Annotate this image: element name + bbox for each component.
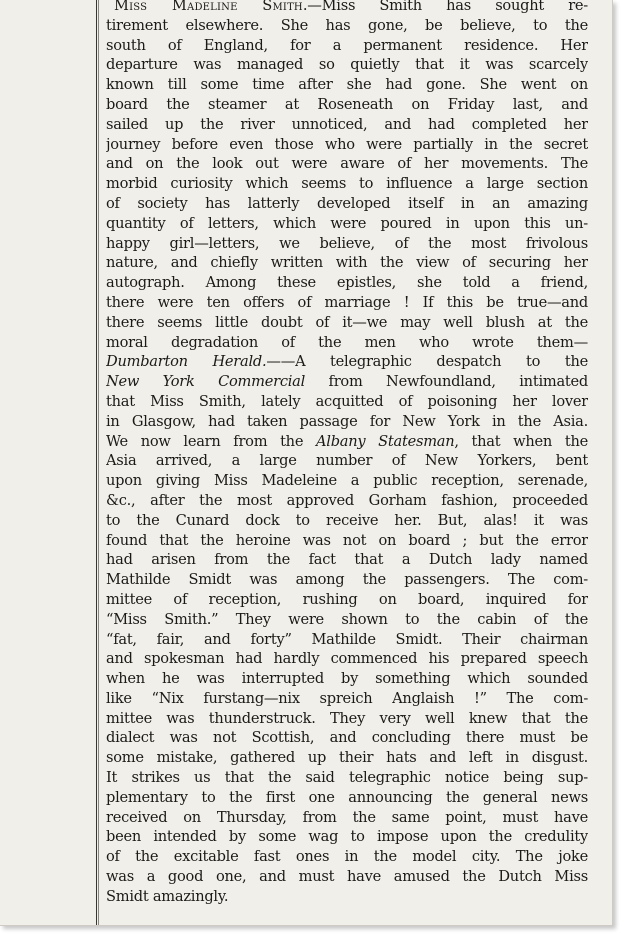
headline-name: Miss Madeline Smith xyxy=(114,0,303,14)
text-run: “fat, fair, and forty” Mathilde Smidt. Their chairman xyxy=(106,630,588,648)
text-run: had arisen from the fact that a Dutch lady named xyxy=(106,551,588,569)
text-run: morbid curiosity which seems to influence a large section xyxy=(106,175,588,193)
text-run: some mistake, gathered up their hats and left in disgust. xyxy=(106,749,588,767)
article-line xyxy=(106,253,588,273)
article-line xyxy=(106,154,588,174)
text-run: &c., after the most approved Gorham fashion, proceeded xyxy=(106,491,588,509)
article-line xyxy=(106,570,588,590)
article-line xyxy=(106,669,588,689)
article-line xyxy=(106,75,588,95)
italic-text: Albany Statesman xyxy=(315,432,455,450)
text-run: nature, and chiefly written with the view of securing her xyxy=(106,254,588,272)
text-run: like “Nix furstang—nix spreich Anglaish !” The com- xyxy=(106,689,588,707)
article-line xyxy=(106,768,588,788)
text-run: We now learn from the xyxy=(106,432,316,450)
article-line xyxy=(106,610,588,630)
text-run: south of England, for a permanent residence. Her xyxy=(106,36,588,54)
text-run: ——A telegraphic despatch to the xyxy=(266,353,588,371)
text-run: received on Thursday, from the same point, must have xyxy=(106,808,588,826)
text-run: tirement elsewhere. She has gone, be believe, to the xyxy=(106,16,588,34)
text-run: happy girl—letters, we believe, of the most frivolous xyxy=(106,234,588,252)
article-line xyxy=(106,194,588,214)
article-line xyxy=(106,511,588,531)
text-run: plementary to the first one announcing the general news xyxy=(106,788,588,806)
article-line xyxy=(106,115,588,135)
article-line xyxy=(106,728,588,748)
text-run: found that the heroine was not on board ; but the error xyxy=(106,531,588,549)
text-run: board the steamer at Roseneath on Friday last, and xyxy=(106,95,588,113)
article-line xyxy=(106,689,588,709)
column-rule-shadow xyxy=(98,0,99,925)
article-line xyxy=(106,847,588,867)
article-line xyxy=(106,333,588,353)
article-line xyxy=(106,36,588,56)
article-line xyxy=(106,788,588,808)
text-run: .—Miss Smith has sought re- xyxy=(302,0,588,14)
article-line xyxy=(106,135,588,155)
article-line xyxy=(106,590,588,610)
text-run: journey before even those who were partially in the secret xyxy=(106,135,588,153)
article-line xyxy=(106,174,588,194)
text-run: upon giving Miss Madeleine a public reception, serenade, xyxy=(106,472,588,490)
article-line xyxy=(106,550,588,570)
text-run: departure was managed so quietly that it was scarcely xyxy=(106,56,588,74)
text-run: from Newfoundland, intimated xyxy=(305,373,588,391)
text-run: when he was interrupted by something which sounded xyxy=(106,670,588,688)
article-line xyxy=(106,630,588,650)
article-line xyxy=(106,432,588,452)
italic-text: New York Commercial xyxy=(106,373,306,391)
article-line xyxy=(106,709,588,729)
text-run: dialect was not Scottish, and concluding there must be xyxy=(106,729,588,747)
article-line xyxy=(106,313,588,333)
text-run: was a good one, and must have amused the Dutch Miss xyxy=(106,868,588,886)
text-run: of the excitable fast ones in the model city. The joke xyxy=(106,848,588,866)
article-line xyxy=(106,887,588,907)
article-line xyxy=(106,392,588,412)
text-run: autograph. Among these epistles, she told a friend, xyxy=(106,274,588,292)
article-line xyxy=(106,372,588,392)
text-run: that Miss Smith, lately acquitted of poisoning her lover xyxy=(106,392,588,410)
text-run: to the Cunard dock to receive her. But, alas! it was xyxy=(106,511,588,529)
article-text xyxy=(106,0,588,907)
text-run: quantity of letters, which were poured in upon this un- xyxy=(106,214,588,232)
article-line xyxy=(106,16,588,36)
text-run: moral degradation of the men who wrote them— xyxy=(106,333,588,351)
text-run: there were ten offers of marriage ! If this be true—and xyxy=(106,293,588,311)
text-run: been intended by some wag to impose upon the credulity xyxy=(106,828,588,846)
article-line xyxy=(106,273,588,293)
article-line xyxy=(106,451,588,471)
text-run: sailed up the river unnoticed, and had completed her xyxy=(106,115,588,133)
text-run: Smidt amazingly. xyxy=(106,887,229,905)
text-run: It strikes us that the said telegraphic notice being sup- xyxy=(106,769,588,787)
article-line xyxy=(106,293,588,313)
text-run: mittee of reception, rushing on board, inquired for xyxy=(106,590,588,608)
text-run: , that when the xyxy=(454,432,588,450)
article-line xyxy=(106,748,588,768)
article-line xyxy=(106,55,588,75)
article-line xyxy=(106,234,588,254)
text-run: mittee was thunderstruck. They very well knew that the xyxy=(106,709,588,727)
article-line xyxy=(106,649,588,669)
text-run: Mathilde Smidt was among the passengers. The com- xyxy=(106,571,588,589)
article-line xyxy=(106,491,588,511)
text-run: in Glasgow, had taken passage for New York in the Asia. xyxy=(106,412,588,430)
article-line xyxy=(106,214,588,234)
article-line xyxy=(106,827,588,847)
text-run: and spokesman had hardly commenced his prepared speech xyxy=(106,650,588,668)
article-line xyxy=(106,808,588,828)
article-line xyxy=(106,471,588,491)
text-run: of society has latterly developed itself in an amazing xyxy=(106,194,588,212)
article-line xyxy=(106,531,588,551)
text-run: Asia arrived, a large number of New Yorkers, bent xyxy=(106,452,588,470)
article-line xyxy=(106,867,588,887)
text-run: there seems little doubt of it—we may well blush at the xyxy=(106,313,588,331)
text-run: known till some time after she had gone. She went on xyxy=(106,76,588,94)
italic-text: Dumbarton Herald. xyxy=(106,353,267,371)
text-run: “Miss Smith.” They were shown to the cabin of the xyxy=(106,610,588,628)
column-rule xyxy=(96,0,97,925)
article-line xyxy=(106,95,588,115)
article-line xyxy=(106,412,588,432)
article-line xyxy=(106,0,588,16)
article-line xyxy=(106,352,588,372)
text-run: and on the look out were aware of her movements. The xyxy=(106,155,588,173)
